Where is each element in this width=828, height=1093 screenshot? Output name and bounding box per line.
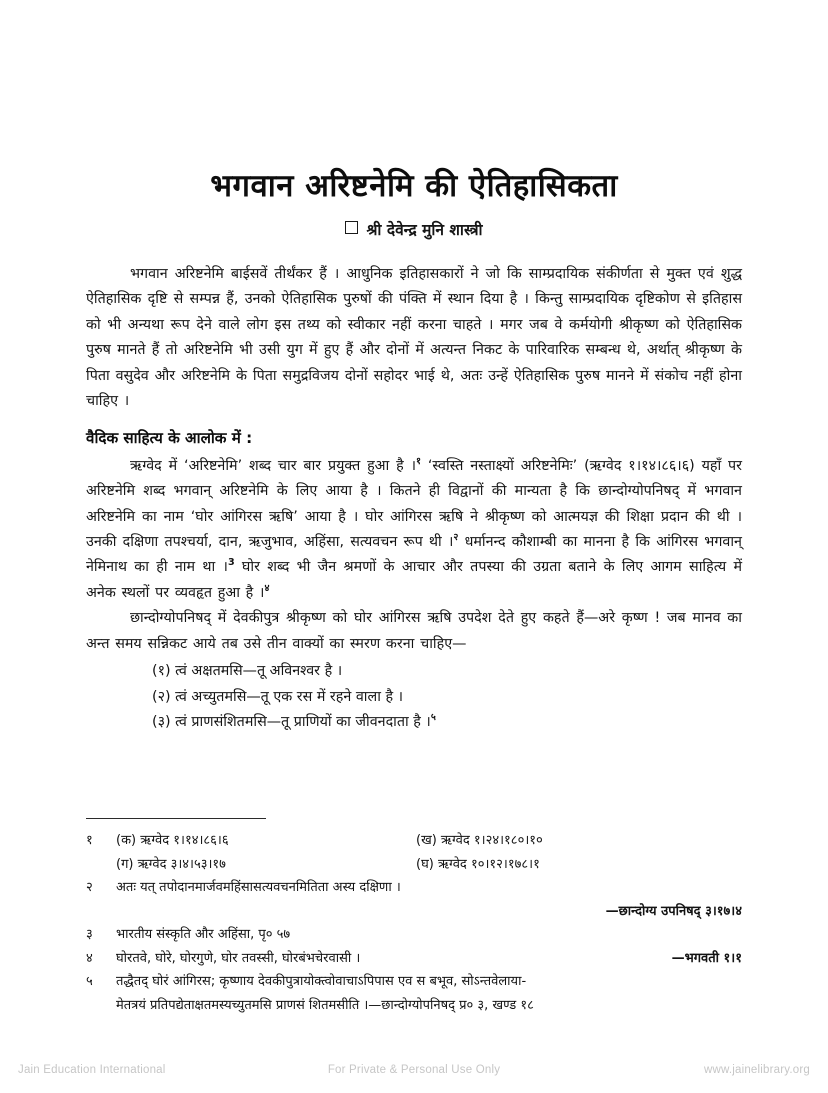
paragraph-1: भगवान अरिष्टनेमि बाईसवें तीर्थंकर हैं । आधुनिक इतिहासकारों ने जो कि साम्प्रदायिक संकीर्णता से मुक्त एवं शुद्ध ऐतिहासिक दृष्टि से सम्पन्न हैं, उनको ऐतिहासिक पुरुषों की पंक्ति में स्थान दिया है । किन्तु साम्प्रदायिक दृष्टिकोण से इतिहास को भी अन्यथा रूप देने वाले लोग इस तथ्य को स्वीकार नहीं करना चाहते । मगर जब वे कर्मयोगी श्रीकृष्ण को ऐतिहासिक पुरुष मानते हैं तो अरिष्टनेमि भी उसी युग में हुए हैं और दोनों में अत्यन्त निकट के पारिवारिक सम्बन्ध थे, अर्थात् श्रीकृष्ण के पिता वसुदेव और अरिष्टनेमि के पिता समुद्रविजय दोनों सहोदर भाई थे, अतः उन्हें ऐतिहासिक पुरुष मानने में संकोच नहीं होना चाहिए ।	[86, 266, 742, 410]
footnote-4-source: —भगवती १।१	[671, 950, 742, 966]
footnote-2-body	[116, 876, 742, 923]
section-heading: वैदिक साहित्य के आलोक में :	[86, 429, 253, 448]
footnote-ref-1: १	[416, 456, 422, 468]
footnote-1-number: १	[86, 833, 93, 848]
footnote-5-text-line-2: मेतत्रयं प्रतिपद्येताक्षतमस्यच्युतमसि प्राणसं शितमसीति ।—छान्दोग्योपनिषद् प्र० ३, खण्ड १८	[116, 997, 534, 1013]
paragraph-2	[86, 454, 742, 606]
mantra-item-2: (२) त्वं अच्युतमसि—तू एक रस में रहने वाला है ।	[152, 688, 403, 705]
page-title: भगवान अरिष्टनेमि की ऐतिहासिकता	[210, 168, 618, 204]
footnote-4-number: ४	[86, 950, 93, 966]
footnote-3	[86, 923, 742, 947]
footnote-2-source: —छान्दोग्य उपनिषद् ३।१७।४	[605, 903, 742, 919]
footnote-1-ref-kha: (ख) ऋग्वेद १।२४।१८०।१०	[416, 833, 543, 848]
title-block	[86, 168, 742, 240]
footnote-1	[86, 829, 742, 876]
footnote-ref-2: २	[453, 532, 459, 544]
footnote-1-line-1	[116, 829, 742, 853]
footnote-2-number: २	[86, 880, 93, 895]
footnote-4	[86, 947, 742, 971]
footer-left-text: Jain Education International	[18, 1064, 166, 1076]
footnote-5-number: ५	[86, 974, 93, 989]
footnote-3-text: भारतीय संस्कृति और अहिंसा, पृ० ५७	[116, 927, 291, 942]
footnote-ref-3: 3	[227, 557, 235, 569]
footnote-4-text: घोरतवे, घोरे, घोरगुणे, घोर तवस्सी, घोरबंभचेरवासी ।	[116, 950, 361, 966]
footnote-ref-4: ४	[264, 583, 270, 595]
page-footer	[0, 1057, 828, 1083]
square-bullet-icon	[345, 221, 358, 234]
footer-right-link[interactable]: www.jainelibrary.org	[703, 1064, 810, 1076]
footnote-1-ref-ga: (ग) ऋग्वेद ३।४।५३।१७	[116, 856, 226, 872]
byline	[86, 218, 742, 240]
footnote-3-number: ३	[86, 927, 93, 942]
footnotes-block	[86, 818, 742, 1017]
footer-center-text: For Private & Personal Use Only	[327, 1064, 501, 1076]
footnote-5-text-line-1: तद्धैतद् घोरं आंगिरस; कृष्णाय देवकीपुत्रायोक्त्वोवाचाऽपिपास एव स बभूव, सोऽन्तवेलाया-	[116, 974, 527, 989]
paragraph-2-part-b: ‘स्वस्ति नस्ताक्ष्यों अरिष्टनेमिः’ (ऋग्वेद १।१४।८६।६) यहाँ पर अरिष्टनेमि शब्द भगवान् अरिष्टनेमि के लिए आया है । कितने ही विद्वानों की मान्यता है कि छान्दोग्योपनिषद् में भगवान अरिष्टनेमि का नाम ‘घोर आंगिरस ऋषि’ आया है । घोर आंगिरस ऋषि ने श्रीकृष्ण को आत्मयज्ञ की शिक्षा प्रदान की थी । उनकी दक्षिणा तपश्चर्या, दान, ऋजुभाव, अहिंसा, सत्यवचन रूप थी ।	[86, 457, 742, 551]
footnote-1-line-2	[116, 853, 742, 877]
footnote-ref-5: ५	[430, 712, 436, 724]
footnote-5	[86, 970, 742, 1017]
paragraph-2-part-d: घोर शब्द भी जैन श्रमणों के आचार और तपस्या की उग्रता बताने के लिए आगम साहित्य में अनेक स्थलों पर व्यवहृत हुआ है ।	[86, 559, 742, 601]
footnote-4-body	[116, 947, 742, 971]
mantra-list	[86, 659, 742, 736]
mantra-item-3	[152, 710, 742, 736]
paragraph-2-part-a: ऋग्वेद में ‘अरिष्टनेमि’ शब्द चार बार प्रयुक्त हुआ है ।	[130, 457, 417, 474]
footnote-2-text: अतः यत् तपोदानमार्जवमहिंसासत्यवचनमितिता अस्य दक्षिणा ।	[116, 880, 401, 895]
footnote-divider	[86, 818, 266, 819]
mantra-item-1: (१) त्वं अक्षतमसि—तू अविनश्वर है ।	[152, 663, 343, 680]
paragraph-3: छान्दोग्योपनिषद् में देवकीपुत्र श्रीकृष्ण को घोर आंगिरस ऋषि उपदेश देते हुए कहते हैं—अरे कृष्ण ! जब मानव का अन्त समय सन्निकट आये तब उसे तीन वाक्यों का स्मरण करना चाहिए—	[86, 610, 742, 652]
body-column	[86, 262, 742, 736]
mantra-item-3-text: (३) त्वं प्राणसंशितमसि—तू प्राणियों का जीवनदाता है ।	[152, 714, 431, 731]
paragraph-2-part-c: धर्मानन्द कौशाम्बी का मानना है कि आंगिरस भगवान् नेमिनाथ का ही नाम था ।	[86, 534, 742, 576]
byline-author: श्री देवेन्द्र मुनि शास्त्री	[366, 220, 483, 239]
footnote-1-body	[116, 829, 742, 876]
footnote-1-ref-gha: (घ) ऋग्वेद १०।१२।१७८।१	[416, 856, 540, 872]
footnote-1-ref-ka: (क) ऋग्वेद १।१४।८६।६	[116, 833, 229, 848]
footnote-2	[86, 876, 742, 923]
footnote-5-body	[116, 970, 742, 1017]
